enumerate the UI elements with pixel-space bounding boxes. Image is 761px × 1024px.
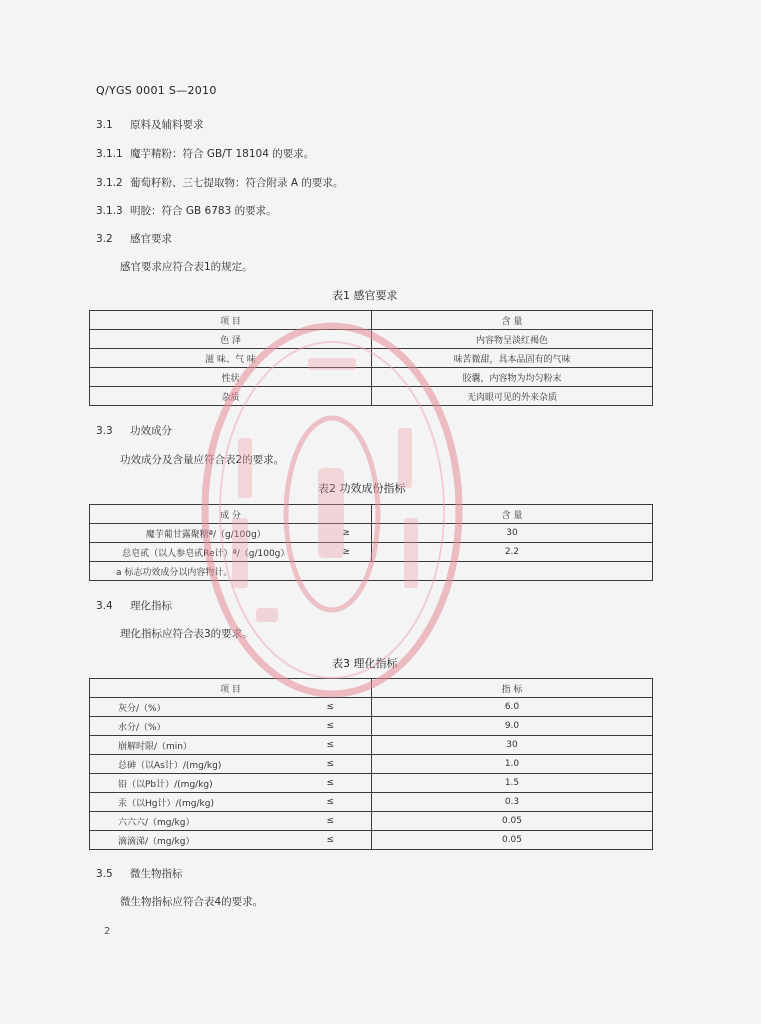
table-header-row — [90, 505, 653, 524]
table-cell: 总砷（以As计）/(mg/kg) — [90, 755, 290, 774]
table-note: a 标志功效成分以内容物计。 — [90, 562, 653, 581]
standard-code-header: Q/YGS 0001 S—2010 — [96, 84, 217, 97]
section-number: 3.3 — [96, 425, 113, 437]
table-cell: 30 — [372, 524, 653, 543]
table-header-cell: 成 分 — [90, 505, 372, 524]
section-title: 感官要求 — [130, 233, 172, 245]
table-row — [90, 793, 653, 812]
table-row — [90, 755, 653, 774]
table-cell-operator: ≤ — [290, 698, 372, 717]
table-2-functional-components — [89, 504, 653, 581]
section-3-3 — [96, 423, 172, 438]
table-row — [90, 812, 653, 831]
clause-number: 3.1.1 — [96, 148, 123, 160]
table-cell: 杂质 — [90, 387, 372, 406]
table-cell: 总皂甙（以人参皂甙Re计）ª/（g/100g） — [90, 543, 322, 562]
section-3-2 — [96, 231, 172, 246]
clause-3-1-1 — [96, 146, 314, 161]
section-3-5-paragraph: 微生物指标应符合表4的要求。 — [120, 896, 264, 908]
clause-number: 3.1.3 — [96, 205, 123, 217]
table-cell-operator: ≤ — [290, 812, 372, 831]
table-cell: 0.3 — [372, 793, 653, 812]
table-cell: 灰分/（%） — [90, 698, 290, 717]
table-cell-operator: ≤ — [290, 793, 372, 812]
table-cell: 0.05 — [372, 812, 653, 831]
table-row — [90, 330, 653, 349]
section-title: 原料及辅料要求 — [130, 119, 204, 131]
clause-3-1-3 — [96, 203, 277, 218]
table-header-cell: 含 量 — [372, 505, 653, 524]
table-cell: 2.2 — [372, 543, 653, 562]
table-cell: 胶囊，内容物为均匀粉末 — [372, 368, 653, 387]
table-row — [90, 349, 653, 368]
table-1-caption: 表1 感官要求 — [332, 289, 398, 302]
table-header-cell: 项 目 — [90, 679, 372, 698]
table-row — [90, 368, 653, 387]
section-3-2-paragraph: 感官要求应符合表1的规定。 — [120, 261, 253, 273]
table-cell-operator: ≤ — [290, 736, 372, 755]
table-cell: 1.5 — [372, 774, 653, 793]
table-cell: 6.0 — [372, 698, 653, 717]
table-cell: 汞（以Hg计）/(mg/kg) — [90, 793, 290, 812]
table-cell: 0.05 — [372, 831, 653, 850]
table-cell-operator: ≥ — [322, 543, 372, 562]
table-cell-operator: ≤ — [290, 717, 372, 736]
table-cell: 内容物呈淡红褐色 — [372, 330, 653, 349]
clause-3-1-2 — [96, 175, 343, 190]
table-cell: 滋 味、气 味 — [90, 349, 372, 368]
table-cell-operator: ≤ — [290, 831, 372, 850]
table-3-physicochemical — [89, 678, 653, 850]
section-number: 3.4 — [96, 600, 113, 612]
section-title: 功效成分 — [130, 425, 172, 437]
table-header-cell: 含 量 — [372, 311, 653, 330]
table-header-row — [90, 311, 653, 330]
table-header-cell: 项 目 — [90, 311, 372, 330]
table-cell: 1.0 — [372, 755, 653, 774]
table-cell: 滴滴涕/（mg/kg） — [90, 831, 290, 850]
table-row — [90, 524, 653, 543]
table-1-sensory — [89, 310, 653, 406]
table-cell: 9.0 — [372, 717, 653, 736]
table-row — [90, 717, 653, 736]
section-3-1 — [96, 117, 204, 132]
section-title: 微生物指标 — [130, 868, 183, 880]
table-row — [90, 736, 653, 755]
clause-number: 3.1.2 — [96, 177, 123, 189]
table-3-caption: 表3 理化指标 — [332, 657, 398, 670]
clause-text: 魔芋精粉：符合 GB/T 18104 的要求。 — [130, 148, 315, 160]
table-cell: 无肉眼可见的外来杂质 — [372, 387, 653, 406]
section-title: 理化指标 — [130, 600, 172, 612]
section-3-3-paragraph: 功效成分及含量应符合表2的要求。 — [120, 454, 285, 466]
table-cell: 六六六/（mg/kg） — [90, 812, 290, 831]
table-cell-operator: ≤ — [290, 774, 372, 793]
table-cell: 魔芋葡甘露聚糖ª/（g/100g） — [90, 524, 322, 543]
table-2-caption: 表2 功效成份指标 — [318, 482, 406, 495]
section-number: 3.5 — [96, 868, 113, 880]
table-header-cell: 指 标 — [372, 679, 653, 698]
table-cell: 崩解时限/（min） — [90, 736, 290, 755]
table-cell: 味苦微甜，具本品固有的气味 — [372, 349, 653, 368]
table-cell-operator: ≤ — [290, 755, 372, 774]
table-cell-operator: ≥ — [322, 524, 372, 543]
clause-text: 葡萄籽粉、三七提取物：符合附录 A 的要求。 — [130, 177, 344, 189]
table-header-row — [90, 679, 653, 698]
table-cell: 性状 — [90, 368, 372, 387]
section-number: 3.2 — [96, 233, 113, 245]
table-row — [90, 387, 653, 406]
section-3-4-paragraph: 理化指标应符合表3的要求。 — [120, 628, 253, 640]
section-3-4 — [96, 598, 172, 613]
page-number: 2 — [104, 926, 111, 937]
table-cell: 30 — [372, 736, 653, 755]
table-row — [90, 543, 653, 562]
section-number: 3.1 — [96, 119, 113, 131]
section-3-5 — [96, 866, 183, 881]
table-cell: 铅（以Pb计）/(mg/kg) — [90, 774, 290, 793]
table-row — [90, 774, 653, 793]
clause-text: 明胶：符合 GB 6783 的要求。 — [130, 205, 277, 217]
table-row — [90, 831, 653, 850]
table-cell: 水分/（%） — [90, 717, 290, 736]
table-cell: 色 泽 — [90, 330, 372, 349]
table-note-row — [90, 562, 653, 581]
table-row — [90, 698, 653, 717]
